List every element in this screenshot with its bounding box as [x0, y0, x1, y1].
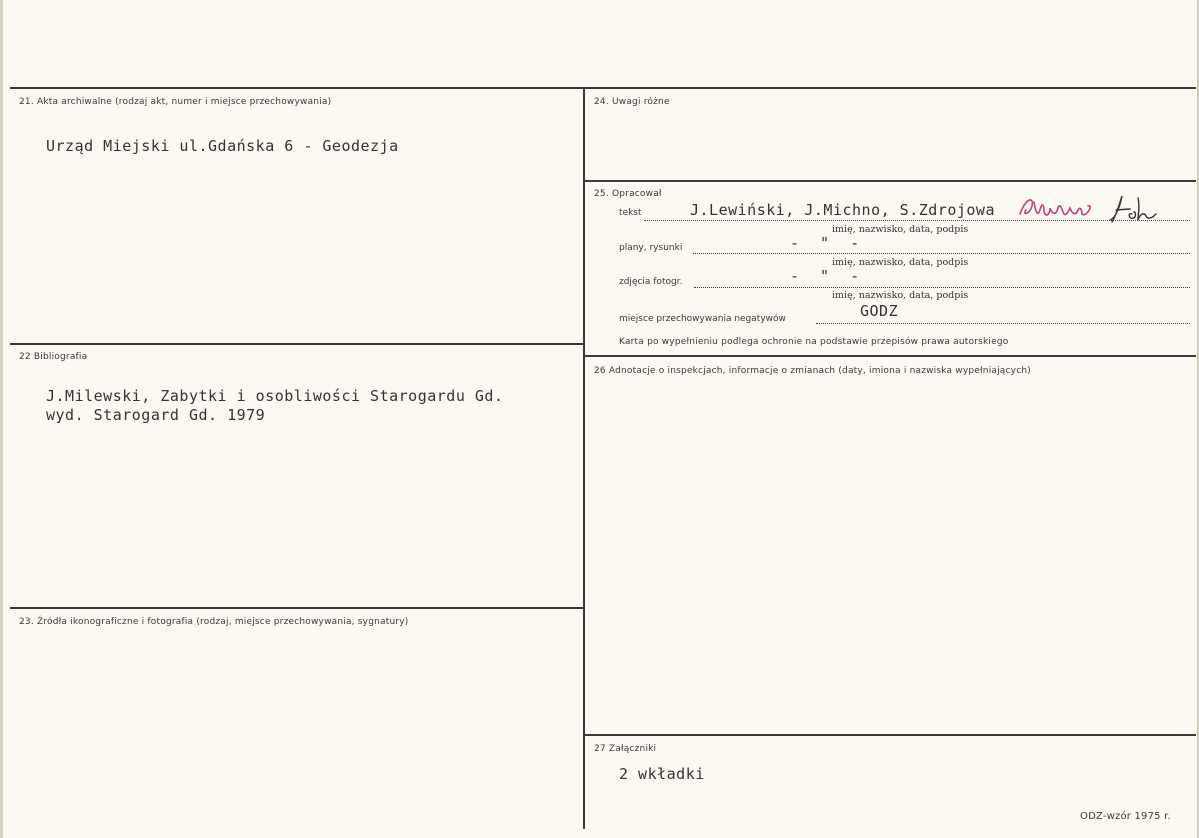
- plany-value: - " -: [790, 234, 866, 252]
- section-23-label: 23. Źródła ikonograficzne i fotografia (rodzaj, miejsce przechowywania, sygnatury): [19, 617, 409, 627]
- center-divider: [583, 89, 585, 829]
- handwritten-signatures: [1016, 192, 1166, 226]
- section-21-value: Urząd Miejski ul.Gdańska 6 - Geodezja: [46, 137, 399, 155]
- top-border: [10, 87, 1196, 89]
- section-27-label: 27 Załączniki: [594, 744, 657, 754]
- divider-24-25: [585, 180, 1196, 182]
- zdjecia-label: zdjęcia fotogr.: [619, 277, 683, 287]
- divider-21-22: [10, 343, 583, 345]
- signature-hint-1: imię, nazwisko, data, podpis: [832, 224, 969, 235]
- tekst-value: J.Lewiński, J.Michno, S.Zdrojowa: [690, 201, 995, 219]
- divider-25-26: [585, 355, 1196, 357]
- plany-label: plany, rysunki: [619, 243, 683, 253]
- divider-22-23: [10, 607, 583, 609]
- section-22-line-1: J.Milewski, Zabytki i osobliwości Starogardu Gd.: [46, 387, 504, 405]
- signature-hint-3: imię, nazwisko, data, podpis: [832, 290, 969, 301]
- zdjecia-dotted-line: [694, 287, 1190, 288]
- section-27-value: 2 wkładki: [619, 765, 705, 783]
- section-24-label: 24. Uwagi różne: [594, 97, 670, 107]
- negatywy-dotted-line: [816, 323, 1190, 324]
- plany-dotted-line: [693, 253, 1190, 254]
- section-22-line-2: wyd. Starogard Gd. 1979: [46, 406, 266, 424]
- divider-26-27: [585, 734, 1196, 736]
- tekst-label: tekst: [619, 208, 642, 218]
- section-21-label: 21. Akta archiwalne (rodzaj akt, numer i miejsce przechowywania): [19, 97, 332, 107]
- section-22-label: 22 Bibliografia: [19, 352, 88, 362]
- form-identifier: ODZ-wzór 1975 r.: [1080, 811, 1171, 822]
- copyright-note: Karta po wypełnieniu podlega ochronie na podstawie przepisów prawa autorskiego: [619, 337, 1009, 347]
- signature-hint-2: imię, nazwisko, data, podpis: [832, 257, 969, 268]
- section-25-label: 25. Opracował: [594, 189, 662, 199]
- negatywy-value: GODZ: [860, 302, 899, 320]
- negatywy-label: miejsce przechowywania negatywów: [619, 314, 786, 324]
- paper-edge-left: [0, 0, 3, 838]
- section-26-label: 26 Adnotacje o inspekcjach, informacje o zmianach (daty, imiona i nazwiska wypełniających): [594, 366, 1031, 376]
- zdjecia-value: - " -: [790, 267, 866, 285]
